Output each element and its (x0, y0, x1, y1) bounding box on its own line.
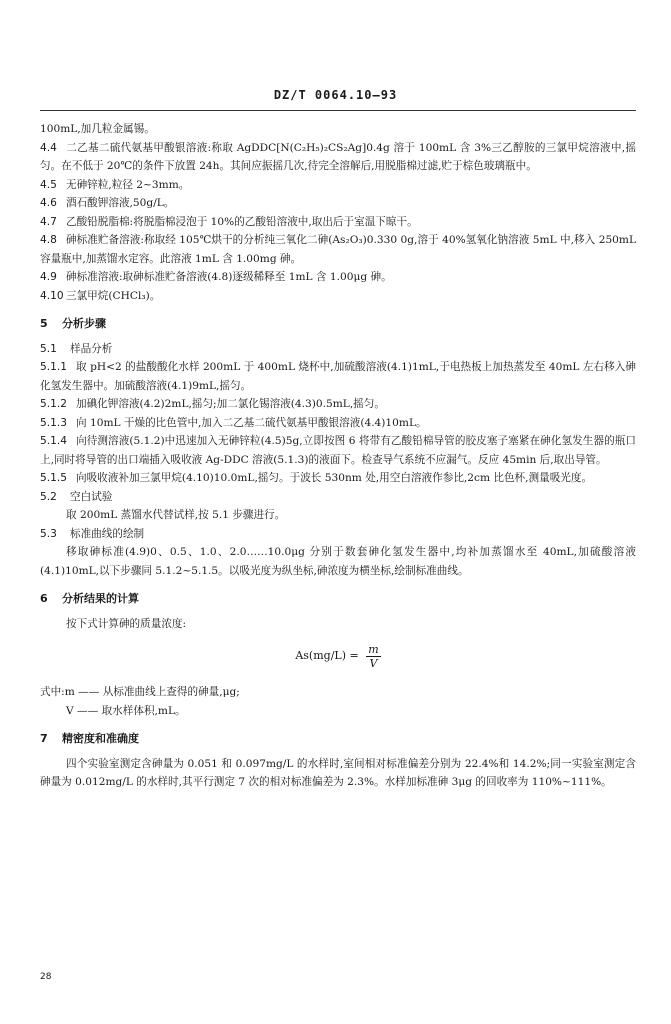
precision-text: 四个实验室测定含砷量为 0.051 和 0.097mg/L 的水样时,室间相对标准偏差分别为 22.4%和 14.2%;同一实验室测定含砷量为 0.012mg/L 的水样时,其平行测定 7 次的相对标准偏差为 2.3%。水样加标准砷 3μg 的回收率为 110%~111%。 (40, 757, 636, 788)
section-heading-7: 7 精密度和准确度 (40, 732, 139, 745)
step-item: 5.1.5 向吸收液补加三氯甲烷(4.10)10.0mL,摇匀。于波长 530nm 处,用空白溶液作参比,2cm 比色杯,测量吸光度。 (40, 472, 593, 484)
reagent-list (40, 139, 636, 306)
standard-header: DZ/T 0064.10—93 (273, 88, 398, 102)
reagent-item: 4.8 砷标准贮备溶液:称取经 105℃烘干的分析纯三氧化二砷(As₂O₃)0.330 0g,溶于 40%氢氧化钠溶液 5mL 中,移入 250mL 容量瓶中,加蒸馏水定容。此溶液 1mL 含 1.00mg 砷。 (40, 234, 636, 265)
header-rule (40, 110, 636, 111)
reagent-item: 4.9 砷标准溶液:取砷标准贮备溶液(4.8)逐级稀释至 1mL 含 1.00μg 砷。 (40, 271, 392, 283)
reagent-item: 4.7 乙酸铅脱脂棉:将脱脂棉浸泡于 10%的乙酸铅溶液中,取出后于室温下晾干。 (40, 215, 418, 228)
where-m: 式中:m —— 从标准曲线上查得的砷量,μg; (40, 686, 240, 698)
subsection-heading-5-2: 5.2 空白试验 (40, 490, 113, 503)
document-body (40, 120, 636, 792)
reagent-item: 4.4 二乙基二硫代氨基甲酸银溶液:称取 AgDDC[N(C₂H₅)₂CS₂Ag]0.4g 溶于 100mL 含 3%三乙醇胺的三氯甲烷溶液中,摇匀。在不低于 20℃的条件下放置 24h。其间应振摇几次,待完全溶解后,用脱脂棉过滤,贮于棕色玻璃瓶中。 (40, 141, 636, 172)
formula-fraction (366, 643, 380, 670)
calibration-text: 移取砷标准(4.9)0、0.5、1.0、2.0……10.0μg 分别于数套砷化氢发生器中,均补加蒸馏水至 40mL,加硫酸溶液(4.1)10mL,以下步骤同 5.1.2~5.1.5。以吸光度为纵坐标,砷浓度为横坐标,绘制标准曲线。 (40, 546, 636, 577)
reagent-item: 4.10 三氯甲烷(CHCl₃)。 (40, 289, 161, 302)
step-item: 5.1.4 向待测溶液(5.1.2)中迅速加入无砷锌粒(4.5)5g,立即按图 6 将带有乙酸铅棉导管的胶皮塞子塞紧在砷化氢发生器的瓶口上,同时将导管的出口端插入吸收液 Ag-DDC 溶液(5.1.3)的液面下。检查导气系统不应漏气。反应 45min 后,取出导管。 (40, 435, 636, 466)
subsection-heading-5-1: 5.1 样品分析 (40, 342, 113, 355)
blank-test-text: 取 200mL 蒸馏水代替试样,按 5.1 步骤进行。 (66, 509, 286, 521)
calculation-intro: 按下式计算砷的质量浓度: (66, 617, 187, 630)
section-heading-6: 6 分析结果的计算 (40, 592, 139, 605)
formula-lhs: As(mg/L) = (295, 649, 359, 663)
where-v: V —— 取水样体积,mL。 (66, 704, 186, 717)
subsection-heading-5-3: 5.3 标准曲线的绘制 (40, 527, 145, 540)
step-item: 5.1.1 取 pH<2 的盐酸酸化水样 200mL 于 400mL 烧杯中,加硫酸溶液(4.1)1mL,于电热板上加热蒸发至 40mL 左右移入砷化氢发生器中。加硫酸溶液(4.1)9mL,摇匀。 (40, 361, 636, 392)
reagent-item: 4.6 酒石酸钾溶液,50g/L。 (40, 197, 175, 209)
formula-denominator: V (369, 657, 378, 670)
formula-numerator: m (368, 643, 379, 656)
step-item: 5.1.2 加碘化钾溶液(4.2)2mL,摇匀;加二氯化锡溶液(4.3)0.5mL,摇匀。 (40, 398, 385, 410)
step-item: 5.1.3 向 10mL 干燥的比色管中,加入二乙基二硫代氨基甲酸银溶液(4.4)10mL。 (40, 416, 427, 429)
section-heading-5: 5 分析步骤 (40, 317, 106, 330)
reagent-item: 4.5 无砷锌粒,粒径 2~3mm。 (40, 178, 190, 191)
concentration-formula (40, 643, 636, 673)
page-number: 28 (40, 972, 52, 982)
intro-line: 100mL,加几粒金属锡。 (40, 123, 155, 135)
